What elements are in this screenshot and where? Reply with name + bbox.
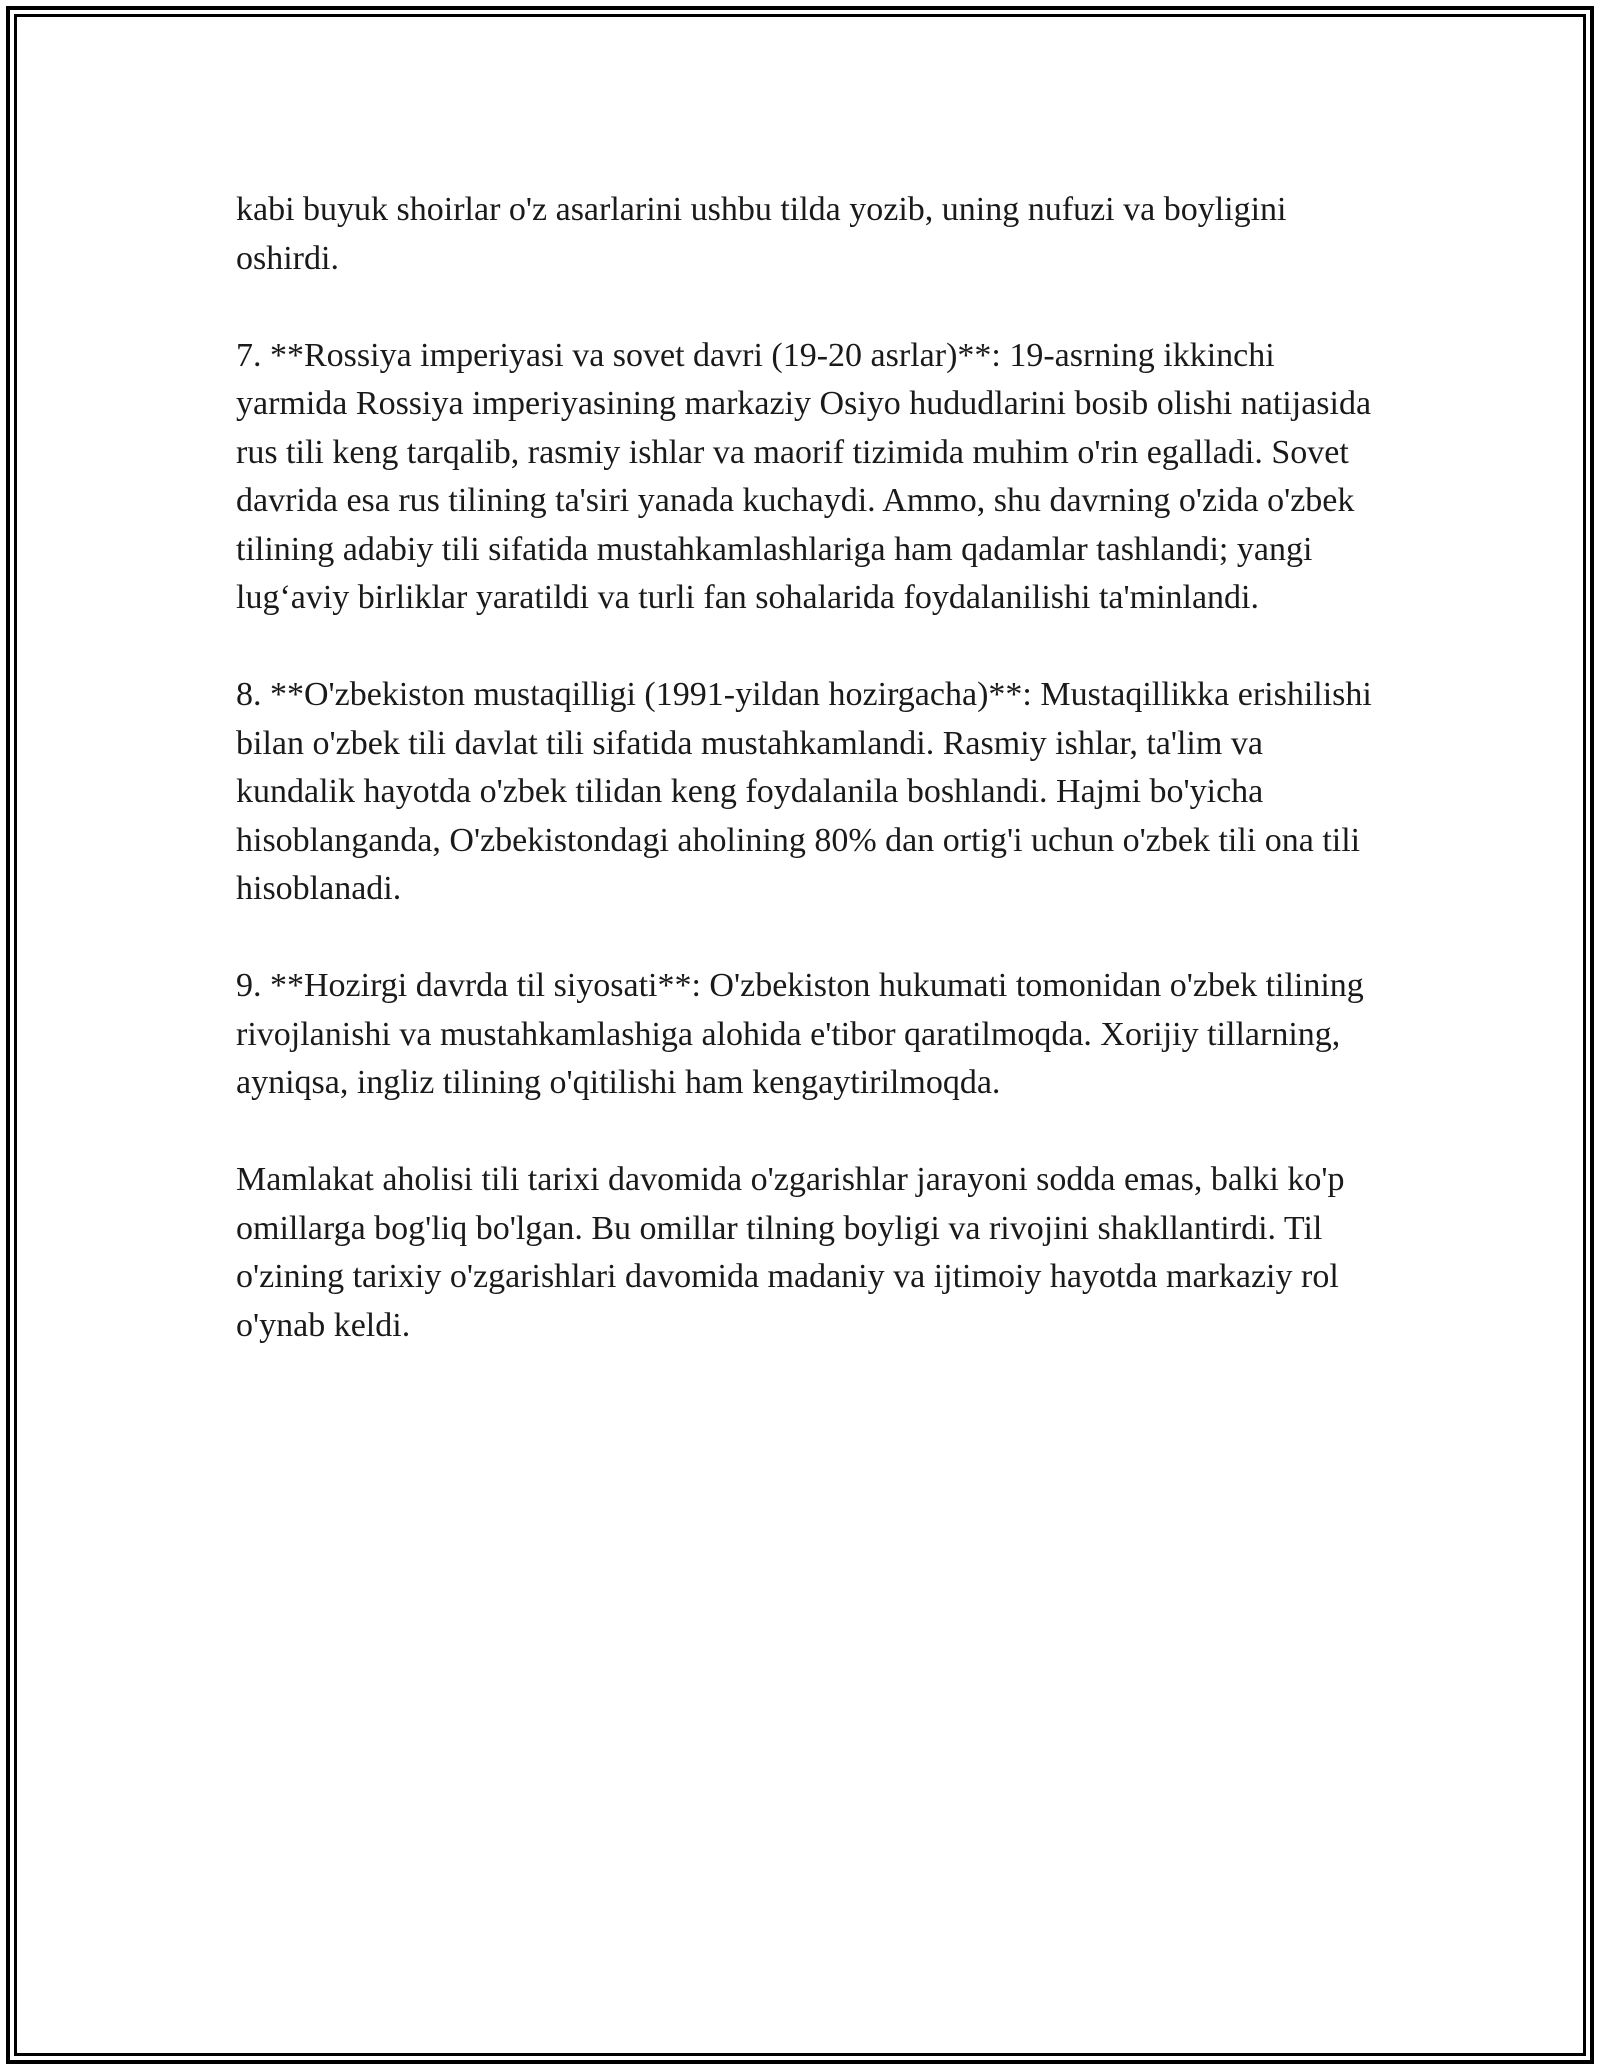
paragraph-item-7: 7. **Rossiya imperiyasi va sovet davri (19-20 asrlar)**: 19-asrning ikkinchi yarmida Rossiya imperiyasining markaziy Osiyo hududlarini bosib olishi natijasida rus tili keng tarqalib, rasmiy ishlar va maorif tizimida muhim o'rin egalladi. Sovet davrida esa rus tilining ta'siri yanada kuchaydi. Ammo, shu davrning o'zida o'zbek tilining adabiy tili sifatida mustahkamlashlariga ham qadamlar tashlandi; yangi lug‘aviy birliklar yaratildi va turli fan sohalarida foydalanilishi ta'minlandi. bbox=[236, 336, 1372, 616]
paragraph-item-8: 8. **O'zbekiston mustaqilligi (1991-yildan hozirgacha)**: Mustaqillikka erishilishi bilan o'zbek tili davlat tili sifatida mustahkamlandi. Rasmiy ishlar, ta'lim va kundalik hayotda o'zbek tilidan keng foydalanila boshlandi. Hajmi bo'yicha hisoblanganda, O'zbekistondagi aholining 80% dan ortig'i uchun o'zbek tili ona tili hisoblanadi. bbox=[236, 676, 1372, 907]
paragraph-continuation: kabi buyuk shoirlar o'z asarlarini ushbu tilda yozib, uning nufuzi va boyligini oshirdi. bbox=[236, 191, 1287, 277]
document-body bbox=[236, 186, 1376, 1399]
paragraph-item-9: 9. **Hozirgi davrda til siyosati**: O'zbekiston hukumati tomonidan o'zbek tilining rivojlanishi va mustahkamlashiga alohida e'tibor qaratilmoqda. Xorijiy tillarning, ayniqsa, ingliz tilining o'qitilishi ham kengaytirilmoqda. bbox=[236, 967, 1364, 1101]
paragraph-conclusion: Mamlakat aholisi tili tarixi davomida o'zgarishlar jarayoni sodda emas, balki ko'p omillarga bog'liq bo'lgan. Bu omillar tilning boyligi va rivojini shakllantirdi. Til o'zining tarixiy o'zgarishlari davomida madaniy va ijtimoiy hayotda markaziy rol o'ynab keldi. bbox=[236, 1161, 1345, 1344]
